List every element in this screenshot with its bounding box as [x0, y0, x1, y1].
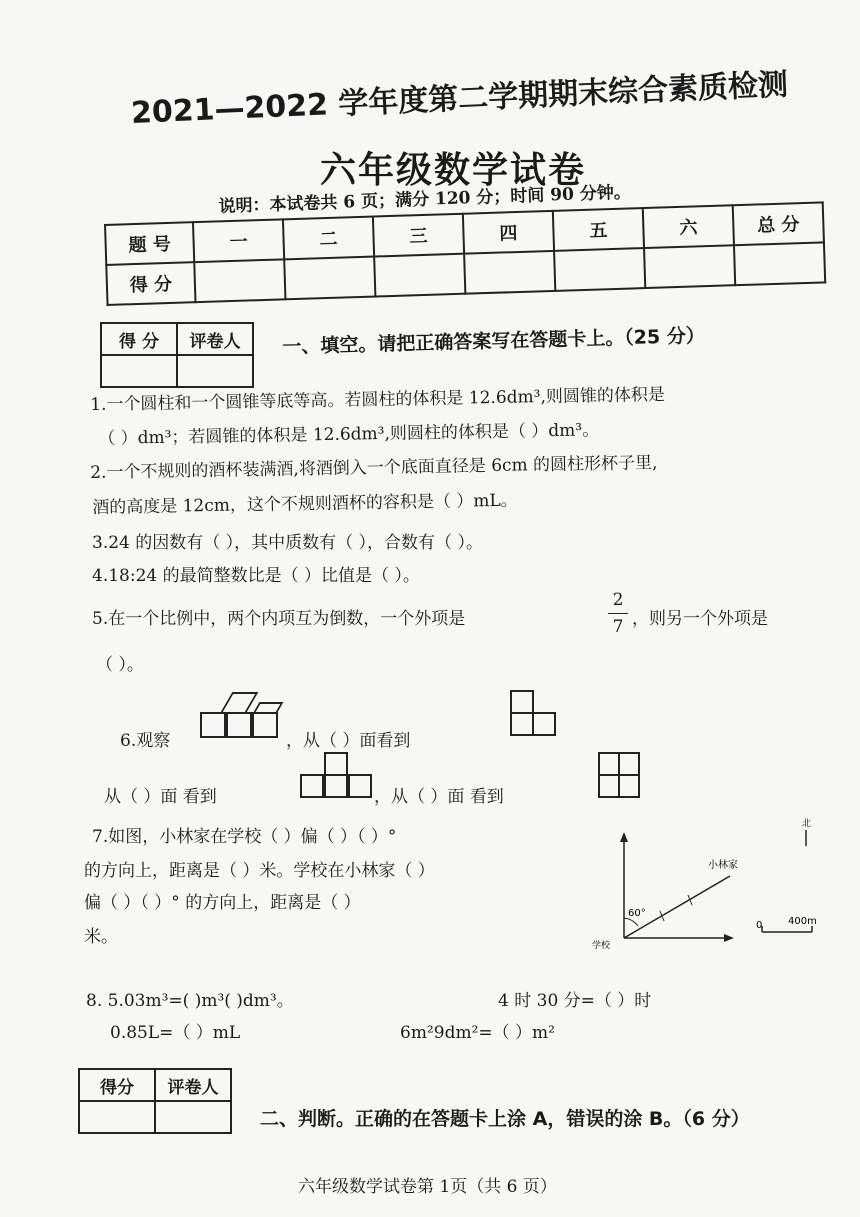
- question-5-line2: （ ）。: [96, 655, 144, 675]
- question-8-line1b: 4 时 30 分=（ ）时: [498, 991, 652, 1011]
- score-row-label: 得 分: [106, 262, 195, 305]
- view-square: [348, 774, 372, 798]
- score-header-cell: 二: [283, 217, 374, 260]
- view-square: [324, 774, 348, 798]
- score-header-cell: 题 号: [105, 222, 194, 265]
- grader-score-label: 得 分: [101, 323, 177, 355]
- question-7-line4: 米。: [84, 927, 118, 947]
- view-square: [598, 752, 620, 776]
- section1-grader-box: [100, 322, 254, 388]
- cube-top: [253, 702, 284, 714]
- score-header-cell: 一: [193, 219, 284, 262]
- score-cell: [734, 242, 825, 285]
- angle-label: 60°: [628, 908, 646, 919]
- grader-name-label: 评卷人: [155, 1069, 231, 1101]
- view-square: [324, 752, 348, 776]
- question-6-view2: 从（ ）面 看到: [104, 787, 217, 807]
- question-6-view1: ，从（ ）面看到: [286, 731, 411, 751]
- exam-title-year: 2021—2022 学年度第二学期期末综合素质检测: [130, 67, 789, 131]
- direction-diagram: [590, 810, 830, 960]
- exam-title-main: 六年级数学试卷: [320, 150, 587, 191]
- question-4: 4.18:24 的最简整数比是（ ）比值是（ ）。: [92, 566, 420, 586]
- north-label: 北: [802, 819, 812, 829]
- view-square: [510, 712, 534, 736]
- question-2-line2: 酒的高度是 12cm，这个不规则酒杯的容积是（ ）mL。: [92, 490, 518, 518]
- question-6-view3: ，从（ ）面 看到: [374, 787, 504, 807]
- grader-name-label: 评卷人: [177, 323, 253, 355]
- fraction-bar: [608, 613, 628, 614]
- question-5-line1-end: ，则另一个外项是: [632, 609, 768, 629]
- angle-arc: [624, 918, 638, 926]
- question-3: 3.24 的因数有（ ），其中质数有（ ），合数有（ ）。: [92, 533, 483, 553]
- score-cell: [284, 257, 375, 300]
- fraction-denominator: 7: [612, 617, 624, 637]
- question-8-line2b: 6m²9dm²=（ ）m²: [400, 1023, 555, 1043]
- score-header-cell: 三: [373, 214, 464, 257]
- question-7-line1: 7.如图，小林家在学校（ ）偏（ ）（ ）°: [92, 827, 397, 847]
- north-arrow: [620, 832, 628, 842]
- score-table: [104, 201, 826, 306]
- scale-zero: 0: [756, 920, 763, 931]
- page-footer: 六年级数学试卷第 1页（共 6 页）: [298, 1177, 557, 1197]
- score-header-cell: 六: [643, 205, 734, 248]
- grader-score-cell: [101, 355, 177, 387]
- score-header-cell: 总 分: [733, 202, 824, 245]
- question-1-line2: （ ）dm³；若圆锥的体积是 12.6dm³,则圆柱的体积是（ ）dm³。: [98, 420, 600, 449]
- score-cell: [194, 259, 285, 302]
- question-5-fraction: [608, 590, 628, 637]
- view-square: [532, 712, 556, 736]
- grader-name-cell: [155, 1101, 231, 1133]
- question-2-line1: 2.一个不规则的酒杯装满酒,将酒倒入一个底面直径是 6cm 的圆柱形杯子里,: [90, 453, 658, 483]
- cube-face: [252, 712, 278, 738]
- view-square: [598, 774, 620, 798]
- section2-title: 二、判断。正确的在答题卡上涂 A，错误的涂 B。（6 分）: [260, 1108, 750, 1130]
- score-cell: [374, 254, 465, 297]
- section1-title: 一、填空。请把正确答案写在答题卡上。（25 分）: [282, 324, 706, 358]
- grader-score-cell: [79, 1101, 155, 1133]
- fraction-numerator: 2: [612, 590, 624, 610]
- view-square: [618, 752, 640, 776]
- score-cell: [644, 245, 735, 288]
- direction-line: [624, 876, 730, 938]
- school-label: 学校: [592, 941, 611, 951]
- question-7-line2: 的方向上，距离是（ ）米。学校在小林家（ ）: [84, 861, 435, 881]
- question-7-line3: 偏（ ）（ ）° 的方向上，距离是（ ）: [84, 893, 361, 913]
- question-8-line1a: 8. 5.03m³=( )m³( )dm³。: [86, 991, 294, 1011]
- cube-top: [220, 692, 259, 714]
- east-arrow: [724, 934, 734, 942]
- view-square: [618, 774, 640, 798]
- question-8-line2a: 0.85L=（ ）mL: [110, 1023, 241, 1043]
- section2-grader-box: [78, 1068, 232, 1134]
- score-header-cell: 五: [553, 208, 644, 251]
- score-cell: [464, 251, 555, 294]
- home-label: 小林家: [708, 860, 738, 871]
- scale-label: 400m: [788, 916, 817, 927]
- exam-instructions: 说明：本试卷共 6 页；满分 120 分；时间 90 分钟。: [218, 182, 632, 217]
- question-1-line1: 1.一个圆柱和一个圆锥等底等高。若圆柱的体积是 12.6dm³,则圆锥的体积是: [90, 384, 666, 415]
- view-square: [510, 690, 534, 714]
- cube-face: [200, 712, 226, 738]
- question-5-line1: 5.在一个比例中，两个内项互为倒数，一个外项是: [92, 609, 466, 629]
- grader-score-label: 得分: [79, 1069, 155, 1101]
- cube-face: [226, 712, 252, 738]
- grader-name-cell: [177, 355, 253, 387]
- score-header-cell: 四: [463, 211, 554, 254]
- score-cell: [554, 248, 645, 291]
- question-6-label: 6.观察: [120, 731, 171, 751]
- view-square: [300, 774, 324, 798]
